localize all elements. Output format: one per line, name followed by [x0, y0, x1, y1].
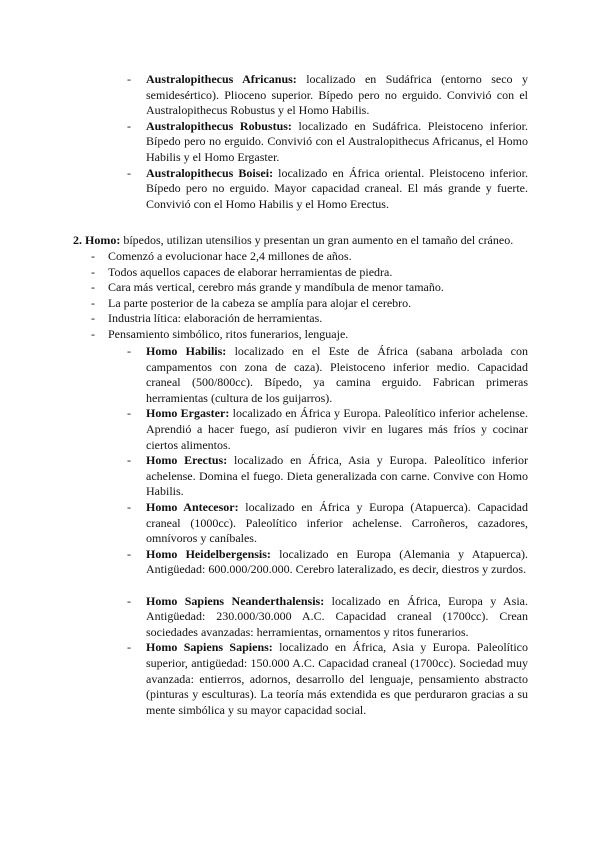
list-item: [91, 326, 528, 343]
species-name: Homo Sapiens Sapiens:: [146, 640, 273, 655]
species-description: localizado en África y Europa (Atapuerca). Capacidad craneal (1000cc). Paleolítico inferior achelense. Carroñeros, cazadores, omnívoros y caníbales.: [146, 499, 528, 546]
bullet-dash: -: [91, 326, 95, 341]
bullet-text: Comenzó a evolucionar hace 2,4 millones de años.: [108, 249, 352, 263]
list-item: [91, 249, 528, 265]
species-description: localizado en África, Europa y Asia. Antigüedad: 230.000/30.000 A.C. Capacidad craneal (1700cc). Crean sociedades avanzadas: herramientas, ornamentos y ritos funerarios.: [146, 593, 528, 639]
bullet-dash: -: [127, 499, 131, 514]
section-heading: [73, 233, 533, 249]
homo-bullet-list: [91, 249, 528, 343]
bullet-text: Pensamiento simbólico, ritos funerarios, lenguaje.: [108, 326, 349, 341]
bullet-dash: -: [127, 344, 131, 358]
homo-species-list: [127, 344, 529, 718]
bullet-dash: -: [91, 249, 95, 263]
list-item: [127, 344, 529, 406]
list-item: [127, 165, 528, 213]
species-description: localizado en África, Asia y Europa. Paleolítico superior, antigüedad: 150.000 A.C. Capacidad craneal (1700cc). Sociedad muy avanzada: entierros, adornos, desarrollo del lenguaje, pensamiento abstracto (pinturas y esculturas). La teoría más extendida es que perduraron gracias a su mente simbólica y su mayor capacidad social.: [146, 640, 528, 717]
list-item: [127, 118, 528, 166]
section-title: 2. Homo:: [73, 233, 121, 247]
list-item: [91, 295, 528, 312]
species-description: localizado en África y Europa. Paleolítico inferior achelense. Aprendió a hacer fuego, así pudieron vivir en lugares más fríos y cocinar ciertos alimentos.: [146, 406, 528, 452]
bullet-dash: -: [91, 264, 95, 279]
bullet-dash: -: [91, 295, 95, 310]
bullet-dash: -: [127, 72, 131, 86]
list-item: [127, 406, 528, 453]
species-description: localizado en Europa (Alemania y Atapuerca). Antigüedad: 600.000/200.000. Cerebro lateralizado, es decir, diestros y zurdos.: [146, 546, 529, 577]
bullet-text: Cara más vertical, cerebro más grande y mandíbula de menor tamaño.: [108, 280, 444, 295]
list-item: [127, 72, 528, 119]
species-name: Homo Ergaster:: [146, 406, 230, 421]
bullet-dash: -: [127, 640, 131, 655]
australopithecus-list: [127, 72, 528, 212]
bullet-dash: -: [127, 406, 131, 421]
species-name: Homo Sapiens Neanderthalensis:: [146, 593, 325, 608]
bullet-dash: -: [91, 280, 95, 295]
species-name: Homo Habilis:: [146, 344, 227, 358]
species-description: localizado en el Este de África (sabana arbolada con campamentos con zona de caza). Pleistoceno inferior medio. Capacidad craneal (500/800cc). Bípedo, ya camina erguido. Fabrican primeras herramientas (cultura de los guijarros).: [146, 344, 529, 405]
species-description: localizado en África oriental. Pleistoceno inferior. Bípedo pero no erguido. Mayor capacidad craneal. El más grande y fuerte. Convivió con el Homo Habilis y el Homo Erectus.: [146, 165, 528, 211]
bullet-dash: -: [127, 546, 131, 561]
bullet-text: Todos aquellos capaces de elaborar herramientas de piedra.: [108, 264, 393, 279]
list-item: [127, 640, 528, 718]
species-name: Homo Heidelbergensis:: [146, 546, 271, 561]
species-name: Australopithecus Robustus:: [146, 118, 292, 133]
species-name: Homo Antecesor:: [146, 499, 239, 514]
bullet-dash: -: [127, 593, 131, 608]
species-name: Australopithecus Boisei:: [146, 165, 274, 180]
bullet-text: Industria lítica: elaboración de herramientas.: [108, 311, 323, 326]
bullet-dash: -: [127, 453, 131, 468]
list-item: [91, 280, 528, 296]
bullet-dash: -: [91, 311, 95, 326]
list-item: [127, 546, 529, 594]
bullet-dash: -: [127, 118, 131, 133]
list-item: [127, 593, 528, 641]
list-item: [91, 311, 528, 327]
bullet-text: La parte posterior de la cabeza se amplía para alojar el cerebro.: [108, 295, 412, 310]
species-description: localizado en Sudáfrica (entorno seco y semidesértico). Plioceno superior. Bípedo pero no erguido. Convivió con el Australopithecus Robustus y el Homo Habilis.: [146, 72, 528, 118]
list-item: [91, 264, 528, 281]
list-item: [127, 499, 528, 547]
species-name: Australopithecus Africanus:: [146, 72, 297, 86]
list-item: [127, 453, 528, 500]
bullet-dash: -: [127, 165, 131, 180]
section-intro: bípedos, utilizan utensilios y presentan un gran aumento en el tamaño del cráneo.: [120, 233, 514, 247]
species-description: localizado en África, Asia y Europa. Paleolítico inferior achelense. Domina el fuego. Dieta generalizada con carne. Convive con Homo Habilis.: [146, 453, 528, 499]
species-name: Homo Erectus:: [146, 453, 228, 468]
species-description: localizado en Sudáfrica. Pleistoceno inferior. Bípedo pero no erguido. Convivió con el Australopithecus Africanus, el Homo Habilis y el Homo Ergaster.: [146, 118, 528, 164]
